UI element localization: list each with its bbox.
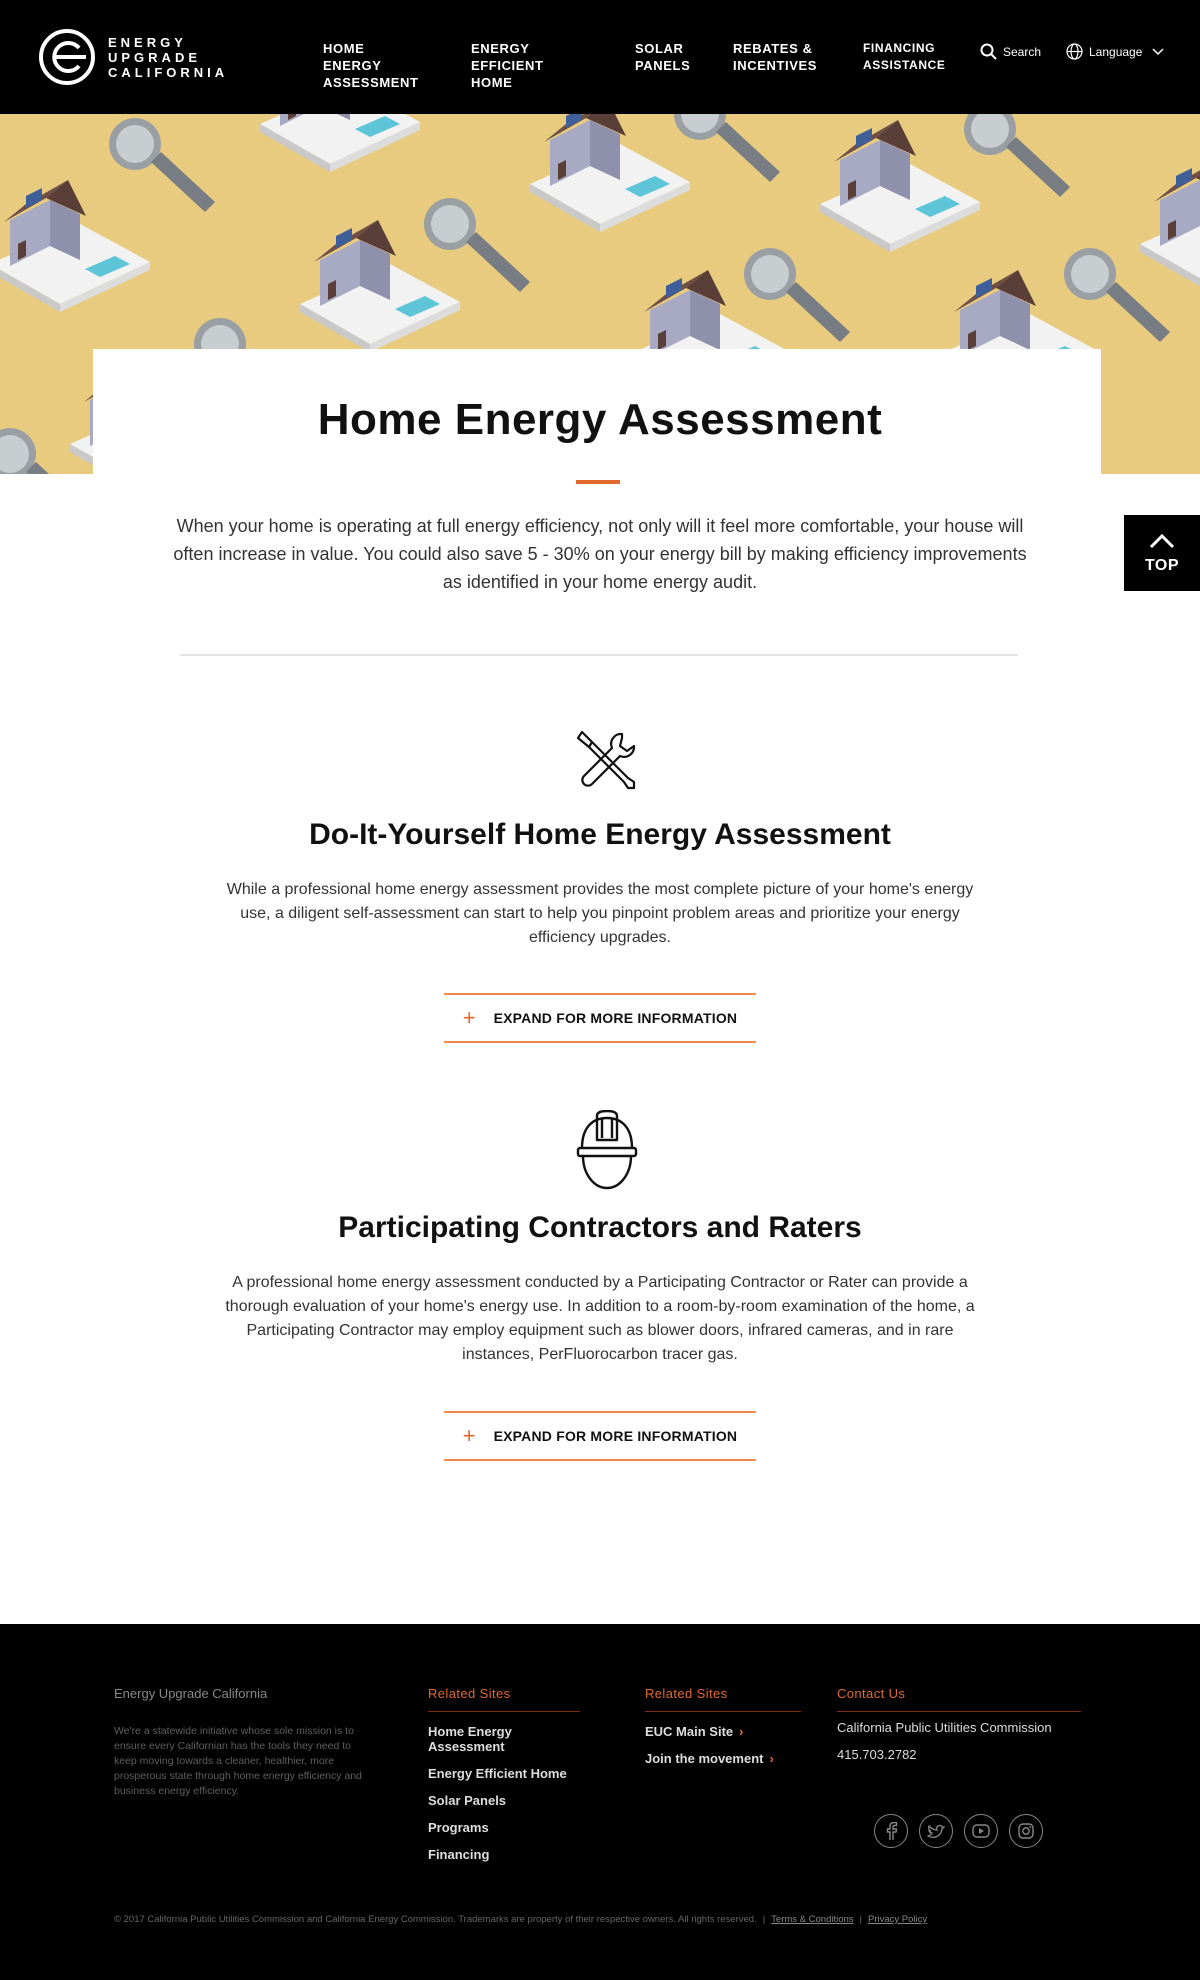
tools-icon [572,728,640,796]
logo-mark-icon [38,28,96,86]
nav-home-energy-assessment[interactable]: HOME ENERGY ASSESSMENT [323,41,419,90]
footer-contact-org: California Public Utilities Commission [837,1720,1052,1735]
chevron-up-icon [1149,533,1175,549]
contractors-expand-button[interactable] [444,1411,756,1461]
logo-line-2: UPGRADE [108,49,202,65]
privacy-link[interactable]: Privacy Policy [868,1914,928,1925]
plus-icon: + [462,1423,476,1448]
contractors-section-text: A professional home energy assessment conducted by a Participating Contractor or Rater can provide a thorough evaluation of your home's energy use. In addition to a room-by-room examination of the home, a Participating Contractor may employ equipment such as blower doors, infrared cameras, and in rare instances, PerFluorocarbon tracer gas. [225,1274,975,1363]
footer-related-sites-1 [428,1686,580,1862]
instagram-icon[interactable] [1009,1814,1043,1848]
diy-expand-label: EXPAND FOR MORE INFORMATION [493,1010,738,1026]
youtube-icon[interactable] [964,1814,998,1848]
hard-hat-icon [574,1110,640,1190]
social-links [874,1814,1054,1848]
footer-related1-title: Related Sites [428,1686,511,1701]
search-icon [980,43,997,60]
footer-rule [428,1711,580,1712]
back-to-top-button[interactable] [1124,515,1200,591]
footer-related-sites-2 [645,1686,801,1766]
diy-section-text: While a professional home energy assessment provides the most complete picture of your home's energy use, a diligent self-assessment can start to help you pinpoint problem areas and prioritize your energy efficiency upgrades. [226,881,974,946]
footer-link-euc-main-site[interactable] [645,1724,801,1739]
site-header [0,0,1200,114]
footer-about-text: We're a statewide initiative whose sole mission is to ensure every Californian has the tools they need to keep moving towards a cleaner, healthier, more prosperous state through home energy efficiency and business energy efficiency. [114,1725,362,1797]
language-selector[interactable] [1066,43,1170,60]
footer-link-home-energy-assessment[interactable]: Home Energy Assessment [428,1724,512,1754]
twitter-icon[interactable] [919,1814,953,1848]
contractors-expand-label: EXPAND FOR MORE INFORMATION [493,1428,738,1444]
back-to-top-label: TOP [1144,557,1180,574]
footer-link-solar-panels[interactable]: Solar Panels [428,1793,507,1808]
plus-icon: + [462,1005,476,1030]
language-label: Language [1089,44,1143,59]
logo-line-1: ENERGY [108,34,187,50]
chevron-down-icon [1152,48,1164,56]
footer-link-euc-main-site-label: EUC Main Site [645,1724,734,1739]
site-footer [0,1624,1200,1980]
logo-line-3: CALIFORNIA [108,64,229,80]
footer-contact-phone[interactable]: 415.703.2782 [837,1747,917,1762]
copyright-text: © 2017 California Public Utilities Commission and California Energy Commission. Trademarks are property of their respective owners. All rights reserved. [114,1914,757,1925]
separator: | [762,1914,766,1925]
search-button[interactable] [980,43,1041,60]
footer-link-join-label: Join the movement [645,1751,764,1766]
logo-text [108,35,228,80]
search-label: Search [1003,44,1042,59]
footer-link-programs[interactable]: Programs [428,1820,489,1835]
chevron-right-icon: › [739,1724,744,1739]
footer-link-join-the-movement[interactable] [645,1751,801,1766]
title-accent-rule [576,480,620,484]
nav-energy-efficient-home[interactable]: ENERGY EFFICIENT HOME [471,41,544,90]
terms-link[interactable]: Terms & Conditions [771,1914,854,1925]
footer-about-title: Energy Upgrade California [114,1686,268,1701]
copyright-line [114,1914,927,1925]
footer-about [114,1686,267,1701]
contractors-section-title: Participating Contractors and Raters [338,1211,862,1244]
section-divider [180,654,1018,656]
footer-contact [837,1686,1081,1762]
logo[interactable] [38,28,228,86]
footer-rule [645,1711,801,1712]
diy-section-title: Do-It-Yourself Home Energy Assessment [309,818,891,851]
facebook-icon[interactable] [874,1814,908,1848]
nav-solar-panels[interactable]: SOLAR PANELS [635,41,691,73]
nav-financing-assistance[interactable]: FINANCING ASSISTANCE [863,41,946,72]
nav-rebates-incentives[interactable]: REBATES & INCENTIVES [733,41,818,73]
footer-link-energy-efficient-home[interactable]: Energy Efficient Home [428,1766,567,1781]
footer-contact-title: Contact Us [837,1686,906,1701]
footer-related2-title: Related Sites [645,1686,728,1701]
diy-expand-button[interactable] [444,993,756,1043]
separator: | [859,1914,863,1925]
page-title: Home Energy Assessment [317,395,883,444]
page-intro: When your home is operating at full energy efficiency, not only will it feel more comfortable, your house will often increase in value. You could also save 5 - 30% on your energy bill by making efficiency improvements as identified in your home energy audit. [173,516,1027,592]
globe-icon [1066,43,1083,60]
footer-rule [837,1711,1081,1712]
footer-link-financing[interactable]: Financing [428,1847,490,1862]
chevron-right-icon: › [769,1751,774,1766]
